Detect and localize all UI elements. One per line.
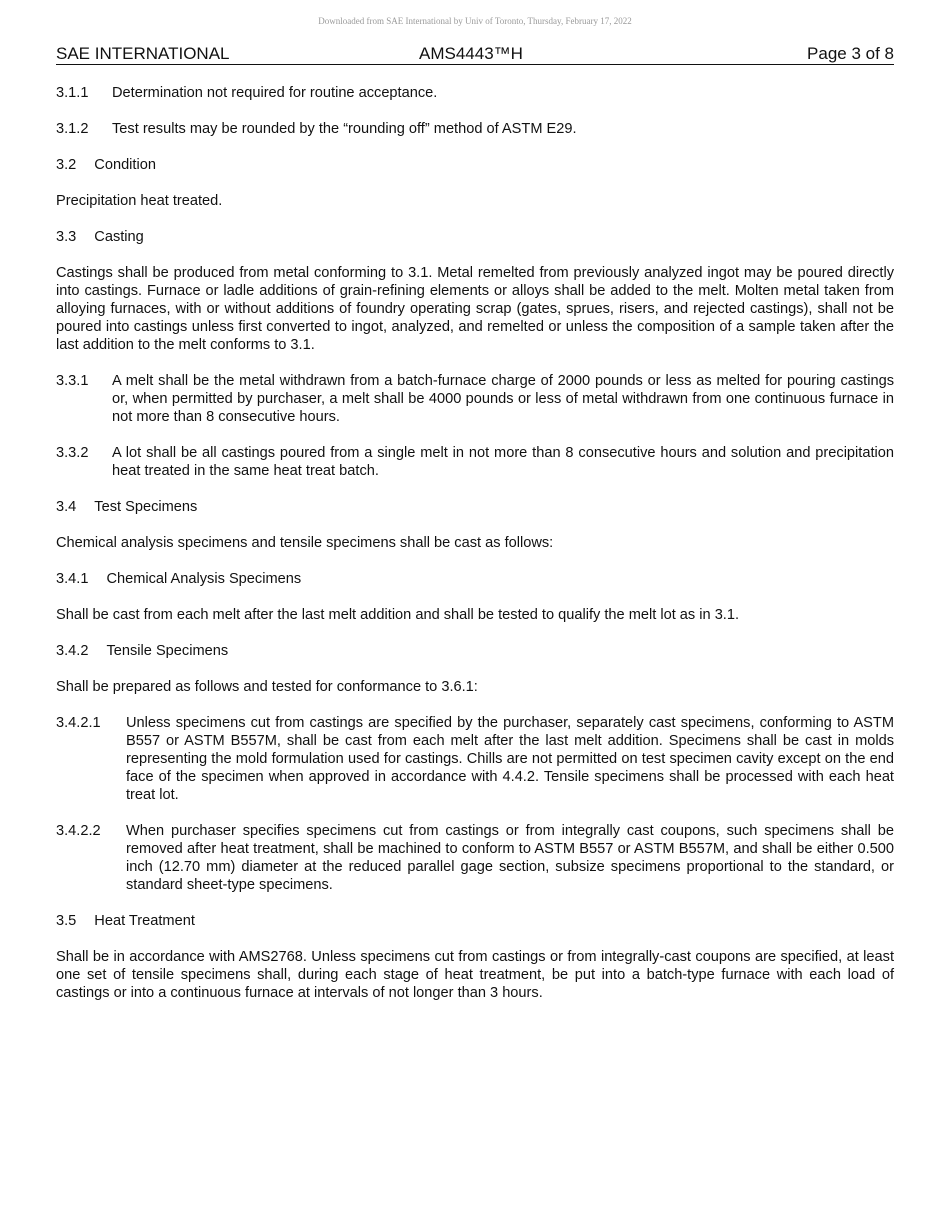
section-body-3-4-2: Shall be prepared as follows and tested for conformance to 3.6.1: xyxy=(56,679,478,695)
section-number: 3.3 xyxy=(56,229,77,245)
section-title: Heat Treatment xyxy=(94,913,195,929)
section-body-3-4-1: Shall be cast from each melt after the last melt addition and shall be tested to qualify the melt lot as in 3.1. xyxy=(56,607,740,623)
clause-text: Determination not required for routine acceptance. xyxy=(112,85,438,101)
section-number: 3.5 xyxy=(56,913,77,929)
section-heading-3-2 xyxy=(56,156,894,174)
clause-text: When purchaser specifies specimens cut from castings or from integrally cast coupons, such specimens shall be removed after heat treatment, shall be machined to conform to ASTM B557 or ASTM B557M, and shall be either 0.500 inch (12.70 mm) diameter at the reduced parallel gage section, subsize specimens proportional to the standard, or standard sheet-type specimens. xyxy=(126,823,894,893)
section-body-3-2: Precipitation heat treated. xyxy=(56,193,223,209)
clause-3-4-2-1 xyxy=(56,714,894,804)
section-body-3-5: Shall be in accordance with AMS2768. Unless specimens cut from castings or from integrally-cast coupons are specified, at least one set of tensile specimens shall, during each stage of heat treatment, be put into a batch-type furnace with each load of castings or into a continuous furnace at intervals of not longer than 3 hours. xyxy=(56,949,894,1001)
section-heading-3-4 xyxy=(56,498,894,516)
section-number: 3.2 xyxy=(56,157,77,173)
download-watermark: Downloaded from SAE International by Univ of Toronto, Thursday, February 17, 2022 xyxy=(318,16,632,26)
clause-3-3-2 xyxy=(56,444,894,480)
section-title: Test Specimens xyxy=(94,499,198,515)
clause-number: 3.4.2.2 xyxy=(56,823,101,839)
clause-3-1-2 xyxy=(56,120,894,138)
section-heading-3-3 xyxy=(56,228,894,246)
section-title: Condition xyxy=(94,157,156,173)
page-header xyxy=(56,44,894,65)
section-body-3-4: Chemical analysis specimens and tensile specimens shall be cast as follows: xyxy=(56,535,554,551)
clause-number: 3.4.2.1 xyxy=(56,715,101,731)
section-number: 3.4.2 xyxy=(56,643,89,659)
section-title: Casting xyxy=(94,229,144,245)
section-body-3-3: Castings shall be produced from metal conforming to 3.1. Metal remelted from previously analyzed ingot may be poured directly into castings. Furnace or ladle additions of grain-refining elements or alloys shall be added to the melt. Molten metal taken from alloying furnaces, with or without additions of foundry operating scrap (gates, sprues, risers, and rejected castings), shall not be poured into castings unless first converted to ingot, analyzed, and remelted or unless the composition of a sample taken after the last addition to the melt conforms to 3.1. xyxy=(56,265,894,353)
clause-text: Test results may be rounded by the “rounding off” method of ASTM E29. xyxy=(112,121,577,137)
header-organization: SAE INTERNATIONAL xyxy=(56,44,230,63)
clause-text: A lot shall be all castings poured from a single melt in not more than 8 consecutive hours and solution and precipitation heat treated in the same heat treat batch. xyxy=(112,445,894,479)
section-number: 3.4 xyxy=(56,499,77,515)
document-body xyxy=(56,84,894,1020)
section-title: Chemical Analysis Specimens xyxy=(106,571,302,587)
section-title: Tensile Specimens xyxy=(106,643,229,659)
clause-number: 3.1.1 xyxy=(56,85,89,101)
clause-text: Unless specimens cut from castings are specified by the purchaser, separately cast specimens, conforming to ASTM B557 or ASTM B557M, shall be cast from each melt after the last melt addition. Specimens shall be cast in molds representing the mold formulation used for castings. Chills are not permitted on test specimen cavity except on the end face of the specimen when approved in accordance with 4.4.2. Tensile specimens shall be processed with each heat treat lot. xyxy=(126,715,894,803)
clause-text: A melt shall be the metal withdrawn from a batch-furnace charge of 2000 pounds or less as melted for pouring castings or, when permitted by purchaser, a melt shall be 4000 pounds or less of metal withdrawn from one continuous furnace in not more than 8 consecutive hours. xyxy=(112,373,894,425)
section-number: 3.4.1 xyxy=(56,571,89,587)
section-heading-3-5 xyxy=(56,912,894,930)
section-heading-3-4-1 xyxy=(56,570,894,588)
clause-3-1-1 xyxy=(56,84,894,102)
clause-3-4-2-2 xyxy=(56,822,894,894)
clause-number: 3.3.1 xyxy=(56,373,89,389)
clause-number: 3.1.2 xyxy=(56,121,89,137)
clause-3-3-1 xyxy=(56,372,894,426)
clause-number: 3.3.2 xyxy=(56,445,89,461)
header-document-number: AMS4443™H xyxy=(419,44,523,63)
section-heading-3-4-2 xyxy=(56,642,894,660)
header-page-number: Page 3 of 8 xyxy=(807,44,894,63)
